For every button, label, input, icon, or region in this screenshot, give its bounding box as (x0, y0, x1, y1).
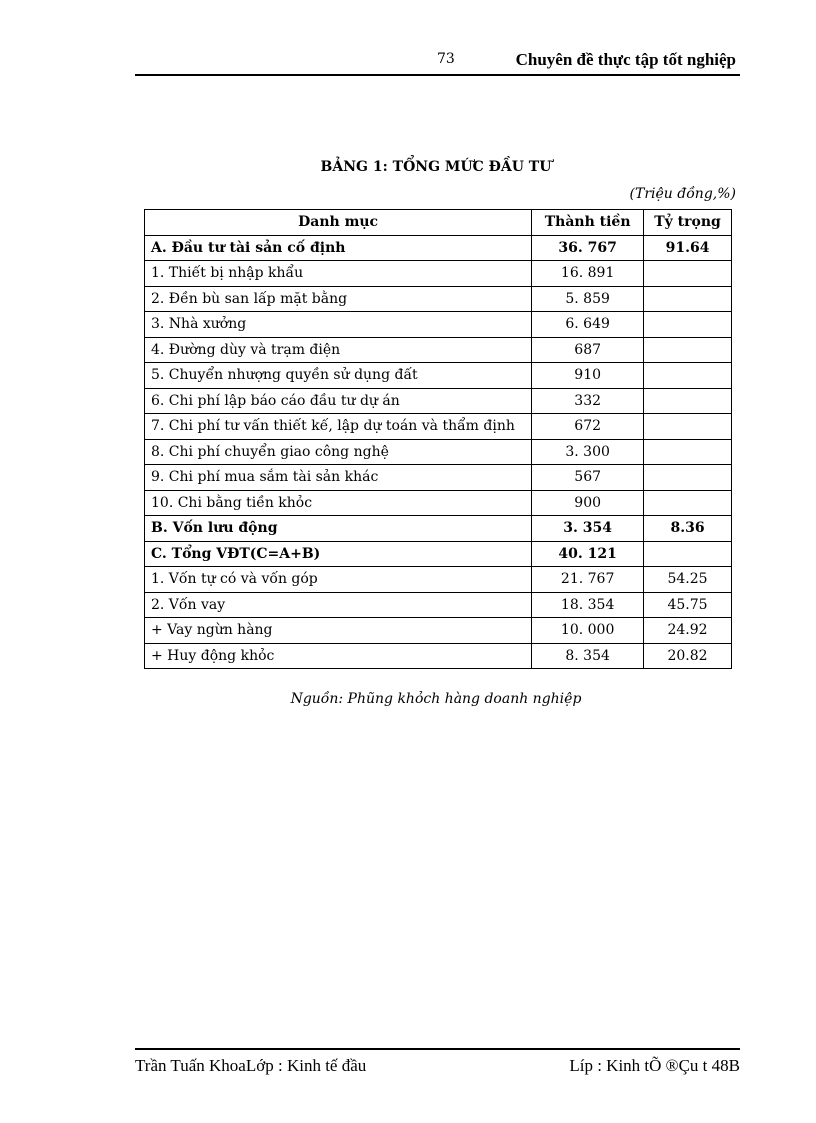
column-header-share: Tỷ trọng (644, 210, 732, 236)
row-amount: 40. 121 (532, 541, 644, 567)
row-category: B. Vốn lưu động (145, 516, 532, 542)
row-share (644, 465, 732, 491)
table-row (145, 261, 732, 287)
row-category: 7. Chi phí tư vấn thiết kế, lập dự toán và thẩm định (145, 414, 532, 440)
row-amount: 3. 354 (532, 516, 644, 542)
row-share (644, 490, 732, 516)
page-header (135, 48, 740, 76)
row-share (644, 312, 732, 338)
row-share: 20.82 (644, 643, 732, 669)
row-category: 1. Thiết bị nhập khẩu (145, 261, 532, 287)
header-title: Chuyên đề thực tập tốt nghiệp (515, 50, 736, 69)
row-category: 9. Chi phí mua sắm tài sản khác (145, 465, 532, 491)
table-row (145, 643, 732, 669)
row-share (644, 439, 732, 465)
row-share (644, 388, 732, 414)
source-note: Nguồn: Phũng khỏch hàng doanh nghiệp (290, 691, 582, 707)
row-category: + Huy động khỏc (145, 643, 532, 669)
row-share (644, 337, 732, 363)
table-title: BẢNG 1: TỔNG MỨC ĐẦU TƯ (320, 159, 552, 175)
row-share: 24.92 (644, 618, 732, 644)
table-body (145, 235, 732, 669)
row-category: + Vay ngừn hàng (145, 618, 532, 644)
table-row (145, 414, 732, 440)
table-row (145, 592, 732, 618)
row-amount: 36. 767 (532, 235, 644, 261)
row-share: 91.64 (644, 235, 732, 261)
unit-note: (Triệu đồng,%) (629, 186, 736, 202)
row-share (644, 541, 732, 567)
row-amount: 900 (532, 490, 644, 516)
table-header-row (145, 210, 732, 236)
row-share: 45.75 (644, 592, 732, 618)
row-amount: 5. 859 (532, 286, 644, 312)
row-amount: 672 (532, 414, 644, 440)
table-row (145, 363, 732, 389)
row-category: A. Đầu tư tài sản cố định (145, 235, 532, 261)
table-row (145, 567, 732, 593)
row-category: 10. Chi bằng tiền khỏc (145, 490, 532, 516)
table-row (145, 490, 732, 516)
table-row (145, 516, 732, 542)
column-header-category: Danh mục (145, 210, 532, 236)
table-row (145, 337, 732, 363)
page-number: 73 (437, 51, 455, 67)
table-row (145, 388, 732, 414)
row-category: 2. Vốn vay (145, 592, 532, 618)
row-share (644, 286, 732, 312)
row-category: 4. Đường dùy và trạm điện (145, 337, 532, 363)
row-category: 8. Chi phí chuyển giao công nghệ (145, 439, 532, 465)
row-amount: 6. 649 (532, 312, 644, 338)
row-category: C. Tổng VĐT(C=A+B) (145, 541, 532, 567)
row-share: 8.36 (644, 516, 732, 542)
row-amount: 16. 891 (532, 261, 644, 287)
row-amount: 567 (532, 465, 644, 491)
row-amount: 3. 300 (532, 439, 644, 465)
row-category: 6. Chi phí lập báo cáo đầu tư dự án (145, 388, 532, 414)
row-category: 1. Vốn tự có và vốn góp (145, 567, 532, 593)
column-header-amount: Thành tiền (532, 210, 644, 236)
row-amount: 21. 767 (532, 567, 644, 593)
table-row (145, 235, 732, 261)
row-amount: 332 (532, 388, 644, 414)
row-share (644, 414, 732, 440)
row-category: 2. Đền bù san lấp mặt bằng (145, 286, 532, 312)
investment-table (144, 209, 732, 669)
row-amount: 687 (532, 337, 644, 363)
table-row (145, 286, 732, 312)
row-amount: 10. 000 (532, 618, 644, 644)
table-row (145, 465, 732, 491)
footer-author: Trần Tuấn KhoaLớp : Kinh tế đầu (135, 1056, 367, 1075)
row-share: 54.25 (644, 567, 732, 593)
row-amount: 910 (532, 363, 644, 389)
row-amount: 18. 354 (532, 592, 644, 618)
row-share (644, 363, 732, 389)
row-category: 5. Chuyển nhượng quyền sử dụng đất (145, 363, 532, 389)
footer-class: Líp : Kinh tÕ ®Çu t 48B (569, 1056, 740, 1075)
table-row (145, 541, 732, 567)
table-row (145, 618, 732, 644)
table-row (145, 312, 732, 338)
page-footer (135, 1048, 740, 1075)
row-share (644, 261, 732, 287)
table-row (145, 439, 732, 465)
row-category: 3. Nhà xưởng (145, 312, 532, 338)
row-amount: 8. 354 (532, 643, 644, 669)
